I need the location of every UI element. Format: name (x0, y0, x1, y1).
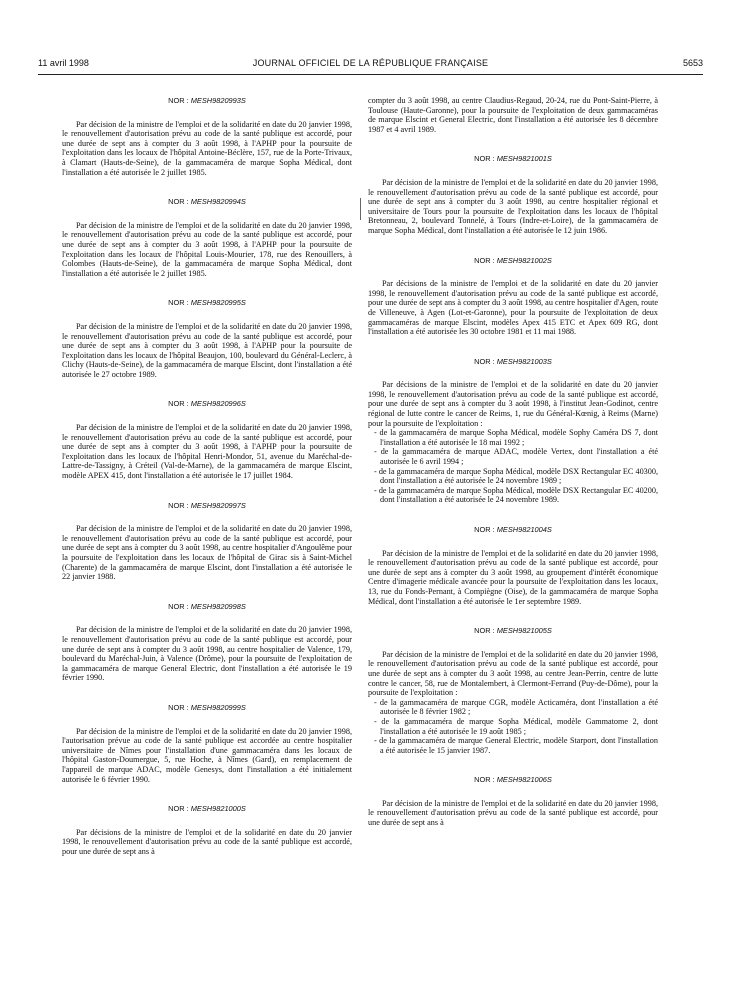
nor-code: MESH9820994S (190, 197, 246, 207)
nor-code: MESH9820995S (190, 298, 246, 308)
decision-block (62, 399, 352, 480)
header-rule (38, 74, 703, 75)
decision-block (62, 804, 352, 856)
decision-block (368, 626, 658, 755)
nor-label: NOR : (474, 626, 495, 636)
decision-block (368, 256, 658, 337)
decision-block (368, 775, 658, 827)
nor-code: MESH9820993S (190, 96, 246, 105)
nor-label: NOR : (168, 804, 189, 814)
decision-text: Par décisions de la ministre de l'emploi et de la solidarité en date du 20 janvier 1998, le renouvellement d'autorisation prévu au code de la santé publique est accordé, pour une durée de sept ans à compter du 3 août 1998, au centre hospitalier d'Agen, route de Villeneuve, à Agen (Lot-et-Garonne), pour la poursuite de l'exploitation de deux gammacaméras de marque Elscint, modèles Apex 415 ETC et Apex 609 RG, dont l'installation a été autorisée les 30 octobre 1981 et 11 mai 1988. (368, 279, 658, 337)
nor-reference (62, 298, 352, 308)
nor-reference (62, 703, 352, 713)
decision-text: Par décisions de la ministre de l'emploi et de la solidarité en date du 20 janvier 1998, le renouvellement d'autorisation prévu au code de la santé publique est accordé, pour une durée de sept ans à (62, 827, 352, 856)
nor-label: NOR : (168, 702, 189, 712)
header-date: 11 avril 1998 (38, 58, 89, 68)
nor-label: NOR : (474, 775, 495, 785)
decision-block (62, 703, 352, 784)
equipment-list (368, 698, 658, 756)
nor-code: MESH9820996S (190, 399, 246, 409)
nor-label: NOR : (168, 500, 189, 510)
decision-text: Par décision de la ministre de l'emploi et de la solidarité en date du 20 janvier 1998, le renouvellement d'autorisation prévu au code de la santé publique est accordé, pour une durée de sept ans à compter du 3 août 1998, au centre hospitalier d'Angoulême pour la poursuite de l'exploitation dans les locaux de l'hôpital de Girac sis à Saint-Michel (Charente) de la gammacaméra de marque Elscint, dont l'installation a été autorisée le 22 janvier 1988. (62, 524, 352, 582)
list-item: - de la gammacaméra de marque Sopha Médical, modèle Sophy Caméra DS 7, dont l'installation a été autorisée le 18 mai 1992 ; (374, 428, 658, 447)
page-header (38, 58, 703, 74)
list-item: - de la gammacaméra de marque ADAC, modèle Vertex, dont l'installation a été autorisée le 6 avril 1994 ; (374, 447, 658, 467)
decision-text-continued: compter du 3 août 1998, au centre Claudius-Regaud, 20-24, rue du Pont-Saint-Pierre, à Toulouse (Haute-Garonne), pour la poursuite de l'exploitation de deux gammacaméras de marque Elscint et General Electric, dont l'installation a été autorisée les 8 décembre 1987 et 4 avril 1989. (368, 96, 658, 134)
nor-reference (62, 804, 352, 814)
nor-code: MESH9821005S (496, 626, 552, 636)
nor-code: MESH9821006S (496, 775, 552, 785)
list-item: - de la gammacaméra de marque Sopha Médical, modèle DSX Rectangular EC 40200, dont l'installation a été autorisée le 24 novembre 1989. (374, 485, 658, 505)
nor-code: MESH9821003S (496, 356, 552, 366)
nor-reference (368, 154, 658, 164)
decision-block (62, 197, 352, 278)
nor-code: MESH9820999S (190, 702, 246, 712)
nor-reference (368, 256, 658, 266)
decision-block (62, 602, 352, 683)
decision-block (368, 357, 658, 505)
header-page-number: 5653 (682, 58, 703, 68)
nor-reference (62, 399, 352, 409)
nor-reference (62, 501, 352, 511)
nor-reference (368, 525, 658, 535)
nor-reference (368, 626, 658, 636)
decision-text: Par décision de la ministre de l'emploi et de la solidarité en date du 20 janvier 1998, le renouvellement d'autorisation prévu au code de la santé publique est accordé, pour une durée de sept ans à compter du 3 août 1998, au centre Jean-Perrin, centre de lutte contre le cancer, 58, rue de Montalembert, à Clermont-Ferrand (Puy-de-Dôme), pour la poursuite de l'exploitation : (368, 649, 658, 698)
nor-label: NOR : (474, 154, 495, 164)
nor-code: MESH9821000S (190, 804, 246, 814)
decision-text: Par décisions de la ministre de l'emploi et de la solidarité en date du 20 janvier 1998, le renouvellement d'autorisation prévu au code de la santé publique est accordé, pour une durée de sept ans à compter du 3 août 1998, à l'institut Jean-Godinot, centre régional de lutte contre le cancer de Reims, 1, rue du Général-Kœnig, à Reims (Marne) pour la poursuite de l'exploitation : (368, 380, 658, 428)
nor-label: NOR : (474, 525, 495, 534)
list-item: - de la gammacaméra de marque Sopha Médical, modèle Gammatome 2, dont l'installation a été autorisée le 19 août 1985 ; (374, 716, 658, 736)
nor-label: NOR : (474, 356, 495, 366)
decision-block (62, 96, 352, 177)
decision-text: Par décision de la ministre de l'emploi et de la solidarité en date du 20 janvier 1998, le renouvellement d'autorisation prévu au code de la santé publique est accordé, pour une durée de sept ans à compter du 3 août 1998, à l'APHP pour la poursuite de l'exploitation dans les locaux de l'hôpital Beaujon, 100, boulevard du Général-Leclerc, à Clichy (Hauts-de-Seine), de la gammacaméra de marque Elscint, dont l'installation a été autorisée le 27 octobre 1989. (62, 321, 352, 379)
nor-label: NOR : (168, 197, 189, 207)
decision-block (62, 501, 352, 582)
decision-text: Par décision de la ministre de l'emploi et de la solidarité en date du 20 janvier 1998, le renouvellement d'autorisation prévu au code de la santé publique est accordé, pour une durée de sept ans à compter du 3 août 1998, au groupement d'intérêt économique Centre d'imagerie médicale avancée pour la poursuite de l'exploitation dans les locaux, 13, rue du Fonds-Pernant, à Compiègne (Oise), de la gammacaméra de marque Sopha Médical, dont l'installation a été autorisée le 1er septembre 1989. (368, 548, 658, 606)
decision-block (368, 525, 658, 606)
nor-label: NOR : (168, 298, 189, 308)
decision-text: Par décision de la ministre de l'emploi et de la solidarité en date du 20 janvier 1998, le renouvellement d'autorisation prévu au code de la santé publique est accordé, pour une durée de sept ans à compter du 3 août 1998, à l'APHP pour la poursuite de l'exploitation dans les locaux de l'hôpital Henri-Mondor, 51, avenue du Maréchal-de-Lattre-de-Tassigny, à Créteil (Val-de-Marne), de la gammacaméra de marque Elscint, modèle APEX 415, dont l'installation a été autorisée le 17 juillet 1984. (62, 423, 352, 481)
list-item: - de la gammacaméra de marque General Electric, modèle Starport, dont l'installation a été autorisée le 15 janvier 1987. (374, 736, 658, 755)
nor-label: NOR : (168, 399, 189, 409)
decision-text: Par décision de la ministre de l'emploi et de la solidarité en date du 20 janvier 1998, l'autorisation prévue au code de la santé publique est accordée au centre hospitalier universitaire de Nîmes pour l'installation d'une gammacaméra dans les locaux de l'hôpital Gaston-Doumergue, 5, rue Hoche, à Nîmes (Gard), en remplacement de l'appareil de marque ADAC, modèle Genesys, dont l'installation a été initialement autorisée le 6 février 1990. (62, 726, 352, 784)
nor-reference (62, 197, 352, 207)
column-divider-mark (360, 198, 361, 220)
decision-text: Par décision de la ministre de l'emploi et de la solidarité en date du 20 janvier 1998, le renouvellement d'autorisation prévu au code de la santé publique est accordé, pour une durée de sept ans à compter du 3 août 1998, à l'APHP pour la poursuite de l'exploitation dans les locaux de l'hôpital Antoine-Béclère, 157, rue de la Porte-Trivaux, à Clamart (Hauts-de-Seine), de la gammacaméra de marque Sopha Médical, dont l'installation a été autorisée le 2 juillet 1985. (62, 119, 352, 177)
nor-label: NOR : (168, 601, 189, 611)
nor-code: MESH9820997S (190, 500, 246, 510)
list-item: - de la gammacaméra de marque Sopha Médical, modèle DSX Rectangular EC 40300, dont l'installation a été autorisée le 24 novembre 1989 ; (374, 466, 658, 486)
right-column (368, 96, 658, 828)
nor-reference (62, 96, 352, 106)
decision-text: Par décision de la ministre de l'emploi et de la solidarité en date du 20 janvier 1998, le renouvellement d'autorisation prévu au code de la santé publique est accordé, pour une durée de sept ans à compter du 3 août 1998, au centre hospitalier régional et universitaire de Tours pour la poursuite de l'exploitation dans les locaux de l'hôpital Bretonneau, 2, boulevard Tonnelé, à Tours (Indre-et-Loire), de la gammacaméra de marque Sopha Médical, dont l'installation a été autorisée le 12 juin 1986. (368, 177, 658, 235)
nor-reference (368, 357, 658, 367)
nor-reference (368, 775, 658, 785)
decision-block (62, 298, 352, 379)
equipment-list (368, 428, 658, 505)
decision-block (368, 154, 658, 235)
nor-code: MESH9820998S (190, 601, 246, 611)
header-title: JOURNAL OFFICIEL DE LA RÉPUBLIQUE FRANÇAISE (252, 58, 489, 68)
decision-text: Par décision de la ministre de l'emploi et de la solidarité en date du 20 janvier 1998, le renouvellement d'autorisation prévu au code de la santé publique est accordé, pour une durée de sept ans à compter du 3 août 1998, à l'APHP pour la poursuite de l'exploitation dans les locaux de l'hôpital Louis-Mourier, 178, rue des Renouillers, à Colombes (Hauts-de-Seine), de la gammacaméra de marque Sopha Médical, dont l'installation a été autorisée le 2 juillet 1985. (62, 220, 352, 278)
nor-label: NOR : (168, 96, 189, 105)
list-item: - de la gammacaméra de marque CGR, modèle Acticaméra, dont l'installation a été autorisée le 8 février 1982 ; (374, 697, 658, 717)
left-column (62, 96, 352, 856)
nor-label: NOR : (474, 255, 495, 265)
nor-code: MESH9821004S (496, 525, 552, 534)
nor-reference (62, 602, 352, 612)
decision-text: Par décision de la ministre de l'emploi et de la solidarité en date du 20 janvier 1998, le renouvellement d'autorisation prévu au code de la santé publique est accordé, pour une durée de sept ans à (368, 798, 658, 828)
decision-text: Par décision de la ministre de l'emploi et de la solidarité en date du 20 janvier 1998, le renouvellement d'autorisation prévu au code de la santé publique est accordé, pour une durée de sept ans à compter du 3 août 1998, au centre hospitalier de Valence, 179, boulevard du Maréchal-Juin, à Valence (Drôme), pour la poursuite de l'exploitation de la gammacaméra de marque General Electric, dont l'installation a été autorisée le 19 février 1990. (62, 625, 352, 683)
nor-code: MESH9821002S (496, 255, 552, 265)
nor-code: MESH9821001S (496, 154, 552, 164)
